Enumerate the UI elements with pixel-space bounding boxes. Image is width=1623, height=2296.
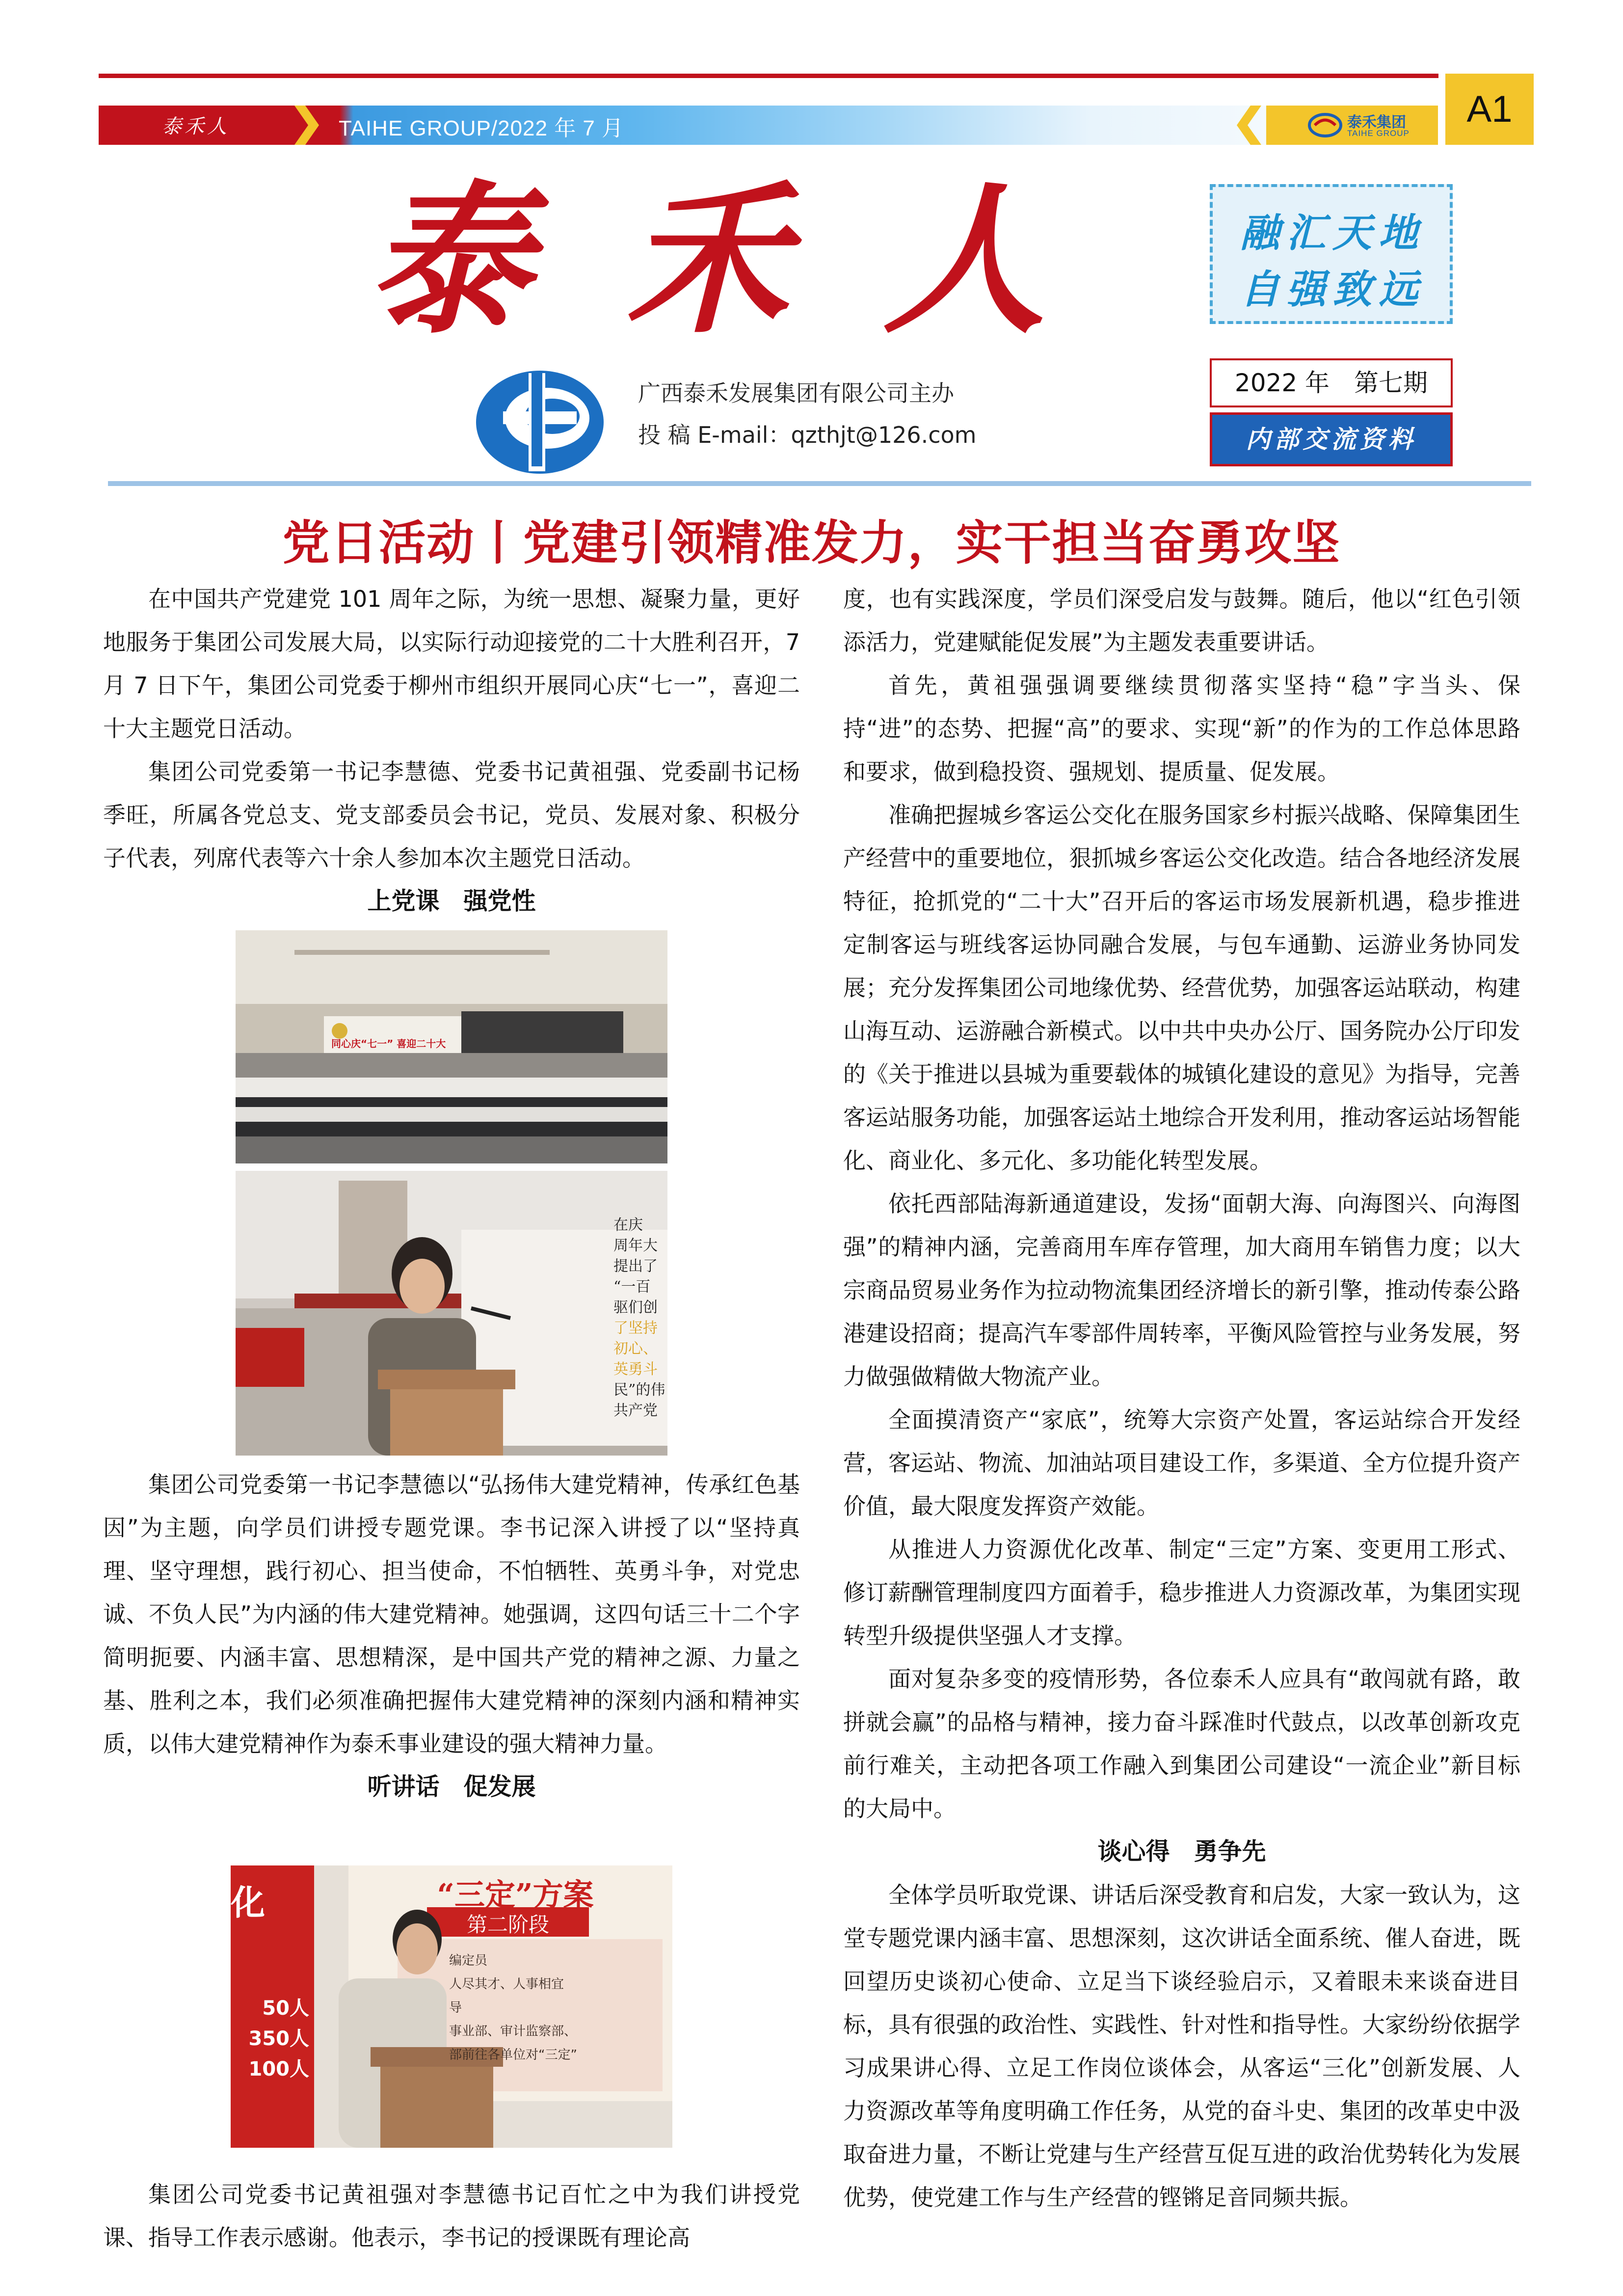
paragraph: 准确把握城乡客运公交化在服务国家乡村振兴战略、保障集团生产经营中的重要地位，狠抓城乡客运公交化改造。结合各地经济发展特征，抢抓党的“二十大”召开后的客运市场发展新机遇，稳步推进定制客运与班线客运协同融合发展，与包车通勤、运游业务协同发展；充分发挥集团公司地缘优势、经营优势，加强客运站联动，构建山海互动、运游融合新模式。以中共中央办公厅、国务院办公厅印发的《关于推进以县城为重要载体的城镇化建设的意见》为指导，完善客运站服务功能，加强客运站土地综合开发利用，推动客运站场智能化、商业化、多元化、多功能化转型发展。 (843, 802, 1520, 1174)
masthead-divider (108, 481, 1531, 486)
left-column-continued (103, 1463, 800, 1809)
motto-line: 融汇天地 (1240, 210, 1425, 256)
paragraph: 依托西部陆海新通道建设，发扬“面朝大海、向海图兴、向海图强”的精神内涵，完善商用车库存管理，加大商用车销售力度；以大宗商品贸易业务作为拉动物流集团经济增长的新引擎，推动传泰公路港建设招商；提高汽车零部件周转率，平衡风险管控与业务发展，努力做强做精做大物流产业。 (843, 1190, 1520, 1390)
photo-slide-title: “三定”方案 (437, 1877, 594, 1913)
internal-label: 内部交流资料 (1246, 425, 1417, 454)
speech-slide-photo: 化 50人 350人 100人 “三定”方案 第二阶段 编定员 人尽其才、人事相宜 导 事业部、审计监察部、 部前往各单位对“三定” (231, 1865, 672, 2148)
paragraph: 在中国共产党建党 101 周年之际，为统一思想、凝聚力量，更好地服务于集团公司发展大局，以实际行动迎接党的二十大胜利召开，7 月 7 日下午，集团公司党委于柳州市组织开展同心庆“七一”，喜迎二十大主题党日活动。 (103, 586, 800, 742)
paragraph: 度，也有实践深度，学员们深受启发与鼓舞。随后，他以“红色引领添活力，党建赋能促发展”为主题发表重要讲话。 (843, 586, 1520, 655)
photo-slide-text: 在庆 周年大 提出了 “一百 驱们创 了坚持 初心、 英勇斗 民”的伟 共产党 (613, 1216, 665, 1419)
paragraph: 首先，黄祖强强调要继续贯彻落实坚持“稳”字当头、保持“进”的态势、把握“高”的要求、实现“新”的作为的工作总体思路和要求，做到稳投资、强规划、提质量、促发展。 (843, 672, 1520, 785)
right-column (843, 577, 1520, 2219)
organizer-text: 广西泰禾发展集团有限公司主办 (638, 380, 954, 406)
motto-line: 自强致远 (1240, 266, 1425, 312)
chevron-decoration-icon (294, 106, 324, 145)
photo-numbers: 50人 350人 100人 (248, 1997, 309, 2080)
left-column (103, 577, 800, 923)
article-headline: 党日活动丨党建引领精准发力，实干担当奋勇攻坚 (282, 515, 1341, 570)
company-logo-icon (474, 363, 606, 476)
speaker-podium-photo (236, 1171, 667, 1456)
photo-banner-text: 同心庆“七一” 喜迎二十大 (331, 1038, 446, 1050)
masthead-title: 泰 禾 人 (368, 165, 1065, 355)
section-heading: 谈心得 勇争先 (1097, 1837, 1266, 1865)
chevron-decoration-icon (1232, 106, 1261, 145)
paragraph: 集团公司党委书记黄祖强对李慧德书记百忙之中为我们讲授党课、指导工作表示感谢。他表示，李书记的授课既有理论高 (103, 2181, 800, 2251)
paragraph: 面对复杂多变的疫情形势，各位泰禾人应具有“敢闯就有路，敢拼就会赢”的品格与精神，接力奋斗踩准时代鼓点，以改革创新攻克前行难关，主动把各项工作融入到集团公司建设“一流企业”新目标的大局中。 (843, 1666, 1520, 1822)
section-heading: 上党课 强党性 (367, 887, 536, 915)
group-logo-text: 泰禾集团 (1347, 114, 1406, 131)
photo-slide-items: 编定员 人尽其才、人事相宜 导 事业部、审计监察部、 部前往各单位对“三定” (449, 1953, 577, 2062)
group-logo-subtext: TAIHE GROUP (1347, 129, 1410, 138)
section-heading: 听讲话 促发展 (367, 1773, 536, 1801)
left-column-bottom (103, 2173, 800, 2259)
header-brand: 泰禾人 (162, 115, 230, 138)
paragraph: 从推进人力资源优化改革、制定“三定”方案、变更用工形式、修订薪酬管理制度四方面着手，稳步推进人力资源改革，为集团实现转型升级提供坚强人才支撑。 (843, 1536, 1520, 1649)
group-logo-icon (1308, 111, 1342, 139)
paragraph: 全体学员听取党课、讲话后深受教育和启发，大家一致认为，这堂专题党课内涵丰富、思想深刻，这次讲话全面系统、催人奋进，既回望历史谈初心使命、立足当下谈经验启示，又着眼未来谈奋进目标，具有很强的政治性、实践性、针对性和指导性。大家纷纷依据学习成果讲心得、立足工作岗位谈体会，从客运“三化”创新发展、人力资源改革等角度明确工作任务，从党的奋斗史、集团的改革史中汲取奋进力量，不断让党建与生产经营互促互进的政治优势转化为发展优势，使党建工作与生产经营的铿锵足音同频共振。 (843, 1882, 1520, 2211)
issue-label: 2022 年 第七期 (1234, 369, 1428, 397)
header-top-line (99, 74, 1438, 78)
photo-slide-stage: 第二阶段 (466, 1913, 549, 1937)
header-subtitle: TAIHE GROUP/2022 年 7 月 (339, 116, 624, 140)
submission-email: 投 稿 E-mail：qzthjt@126.com (638, 422, 977, 448)
page-number: A1 (1466, 88, 1513, 130)
paragraph: 全面摸清资产“家底”，统筹大宗资产处置，客运站综合开发经营，客运站、物流、加油站项目建设工作，多渠道、全方位提升资产价值，最大限度发挥资产效能。 (843, 1406, 1520, 1519)
paragraph: 集团公司党委第一书记李慧德以“弘扬伟大建党精神，传承红色基因”为主题，向学员们讲授专题党课。李书记深入讲授了以“坚持真理、坚守理想，践行初心、担当使命，不怕牺牲、英勇斗争，对党忠诚、不负人民”为内涵的伟大建党精神。她强调，这四句话三十二个字简明扼要、内涵丰富、思想精深，是中国共产党的精神之源、力量之基、胜利之本，我们必须准确把握伟大建党精神的深刻内涵和精神实质，以伟大建党精神作为泰禾事业建设的强大精神力量。 (103, 1471, 800, 1757)
paragraph: 集团公司党委第一书记李慧德、党委书记黄祖强、党委副书记杨季旺，所属各党总支、党支部委员会书记，党员、发展对象、积极分子代表，列席代表等六十余人参加本次主题党日活动。 (103, 758, 800, 871)
lecture-hall-photo (236, 930, 667, 1163)
